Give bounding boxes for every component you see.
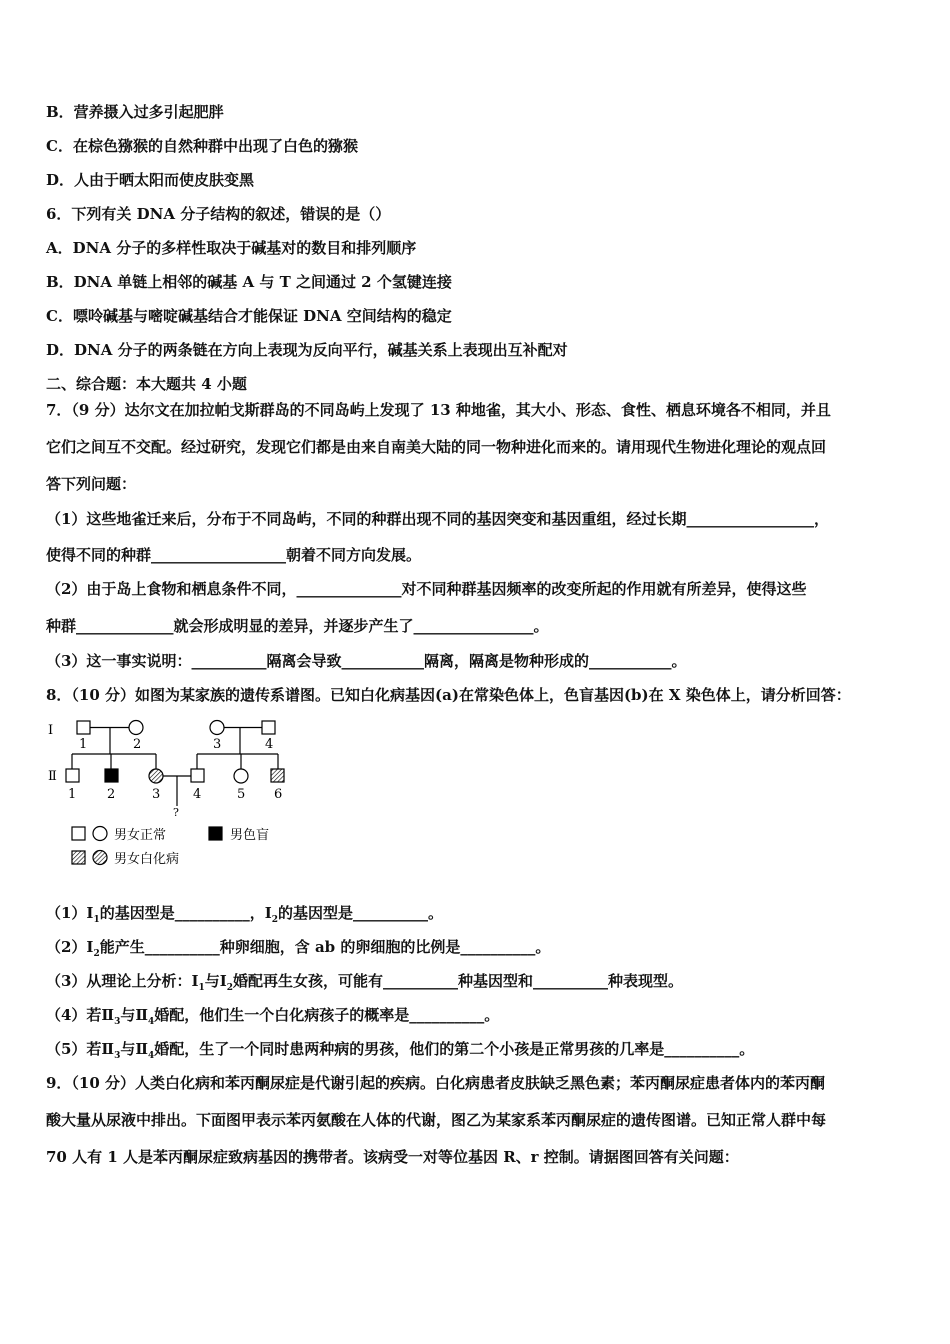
q7-part-1-line-1: （1）这些地雀迁来后，分布于不同岛屿，不同的种群出现不同的基因突变和基因重组，经过长期_________________， bbox=[46, 510, 829, 528]
q7-part-2-line-2: 种群_____________就会形成明显的差异，并逐步产生了________________。 bbox=[46, 617, 549, 635]
q7-part-3: （3）这一事实说明：__________隔离会导致___________隔离，隔离是物种形成的___________。 bbox=[46, 652, 687, 670]
legend-colorblind-icon bbox=[209, 827, 222, 840]
offspring-question-mark: ? bbox=[173, 806, 179, 819]
ii5-female bbox=[234, 769, 248, 783]
section-heading: 二、综合题：本大题共 4 小题 bbox=[46, 375, 247, 393]
option-c: C．在棕色猕猴的自然种群中出现了白色的猕猴 bbox=[46, 137, 358, 155]
pedigree-diagram bbox=[44, 718, 364, 868]
q8-part-2: $(2)Ⅰ_2$能产生__________种卵细胞，含 ab 的卵细胞的比例是__________。 bbox=[46, 938, 551, 959]
ii1-male bbox=[66, 769, 79, 782]
option-b: B．营养摄入过多引起肥胖 bbox=[46, 103, 224, 121]
ii3-number: 3 bbox=[152, 787, 161, 802]
ii4-number: 4 bbox=[193, 787, 202, 802]
question-9-line-1: 9．（10 分）人类白化病和苯丙酮尿症是代谢引起的疾病。白化病患者皮肤缺乏黑色素；苯丙酮尿症患者体内的苯丙酮 bbox=[46, 1074, 826, 1092]
legend-albino-female-icon bbox=[93, 851, 107, 865]
question-7-line-1: 7．（9 分）达尔文在加拉帕戈斯群岛的不同岛屿上发现了 13 种地雀，其大小、形态、食性、栖息环境各不相同，并且 bbox=[46, 401, 831, 419]
ii4-male bbox=[191, 769, 204, 782]
q6-option-d: D．DNA 分子的两条链在方向上表现为反向平行，碱基关系上表现出互补配对 bbox=[46, 341, 568, 359]
ii2-number: 2 bbox=[107, 787, 116, 802]
i4-male bbox=[262, 721, 275, 734]
q8-part-3: （3）从理论上分析：$Ⅰ_1$与$Ⅰ_2$婚配再生女孩，可能有__________种基因型和__________种表现型。 bbox=[46, 972, 684, 993]
i3-female bbox=[210, 721, 224, 735]
q6-option-b: B．DNA 单链上相邻的碱基 A 与 T 之间通过 2 个氢键连接 bbox=[46, 273, 452, 291]
i1-number: 1 bbox=[79, 737, 88, 752]
i2-female bbox=[129, 721, 143, 735]
legend-albino-label: 男女白化病 bbox=[114, 852, 180, 867]
q6-option-a: A．DNA 分子的多样性取决于碱基对的数目和排列顺序 bbox=[46, 239, 417, 257]
question-7-line-2: 它们之间互不交配。经过研究，发现它们都是由来自南美大陆的同一物种进化而来的。请用现代生物进化理论的观点回 bbox=[46, 438, 827, 456]
ii2-colorblind-male bbox=[105, 769, 118, 782]
ii1-number: 1 bbox=[68, 787, 77, 802]
legend-colorblind-label: 男色盲 bbox=[230, 828, 270, 843]
question-7-line-3: 答下列问题： bbox=[46, 475, 137, 493]
question-9-line-2: 酸大量从尿液中排出。下面图甲表示苯丙氨酸在人体的代谢，图乙为某家系苯丙酮尿症的遗传图谱。已知正常人群中每 bbox=[46, 1111, 827, 1129]
question-8: 8．（10 分）如图为某家族的遗传系谱图。已知白化病基因(a)在常染色体上，色盲基因(b)在 X 染色体上，请分析回答： bbox=[46, 686, 851, 704]
ii3-albino-female bbox=[149, 769, 163, 783]
q8-part-1: $(1)Ⅰ_1$的基因型是__________，$Ⅰ_2$的基因型是__________。 bbox=[46, 904, 444, 925]
legend-normal-male-icon bbox=[72, 827, 85, 840]
q8-part-5: （5）若$Ⅱ_3$与$Ⅱ_4$婚配，生了一个同时患两种病的男孩，他们的第二个小孩是正常男孩的几率是__________。 bbox=[46, 1040, 755, 1061]
ii5-number: 5 bbox=[237, 787, 246, 802]
ii6-number: 6 bbox=[274, 787, 283, 802]
legend-albino-male-icon bbox=[72, 851, 85, 864]
q7-part-2-line-1: （2）由于岛上食物和栖息条件不同，______________对不同种群基因频率的改变所起的作用就有所差异，使得这些 bbox=[46, 580, 807, 598]
q8-part-4: （4）若$Ⅱ_3$与$Ⅱ_4$婚配，他们生一个白化病孩子的概率是__________。 bbox=[46, 1006, 500, 1027]
option-d: D．人由于晒太阳而使皮肤变黑 bbox=[46, 171, 255, 189]
q6-option-c: C．嘌呤碱基与嘧啶碱基结合才能保证 DNA 空间结构的稳定 bbox=[46, 307, 452, 325]
i4-number: 4 bbox=[265, 737, 274, 752]
question-9-line-3: 70 人有 1 人是苯丙酮尿症致病基因的携带者。该病受一对等位基因 R、r 控制。请据图回答有关问题： bbox=[46, 1148, 739, 1166]
question-6: 6．下列有关 DNA 分子结构的叙述，错误的是（） bbox=[46, 205, 391, 223]
gen2-label: Ⅱ bbox=[48, 769, 57, 784]
legend-normal-label: 男女正常 bbox=[114, 828, 167, 843]
i2-number: 2 bbox=[133, 737, 142, 752]
i3-number: 3 bbox=[213, 737, 222, 752]
legend-normal-female-icon bbox=[93, 827, 107, 841]
i1-male bbox=[77, 721, 90, 734]
q7-part-1-line-2: 使得不同的种群__________________朝着不同方向发展。 bbox=[46, 546, 422, 564]
ii6-albino-male bbox=[271, 769, 284, 782]
gen1-label: Ⅰ bbox=[48, 723, 54, 738]
